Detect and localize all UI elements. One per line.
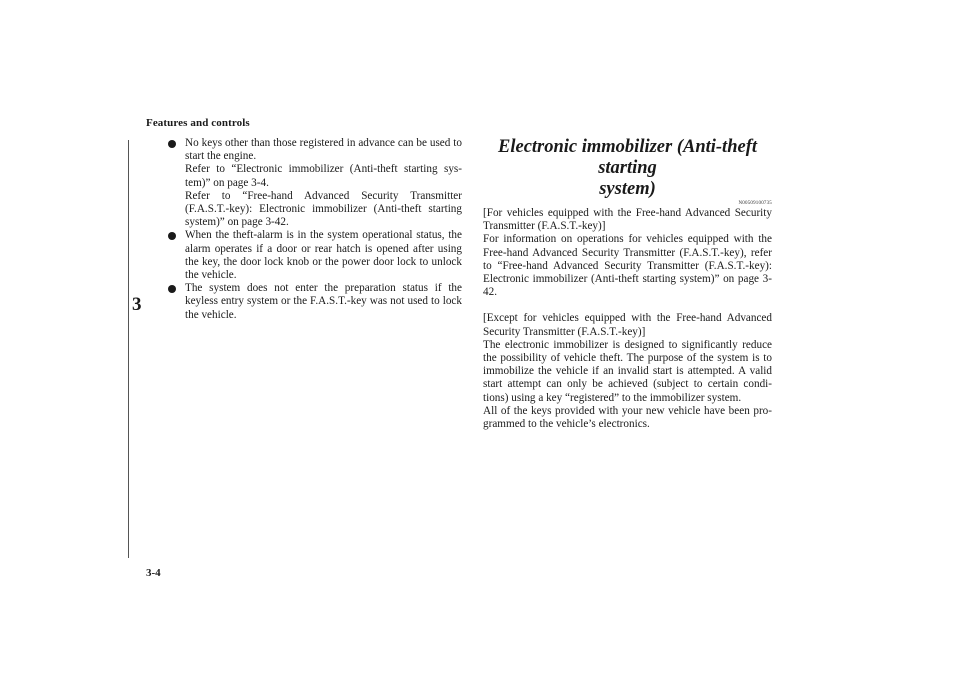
bullet-line: No keys other than those registered in advance can be used to start the engine. [185, 137, 462, 163]
bullet-item-keys [168, 137, 462, 229]
bullet-text [185, 137, 462, 229]
cross-reference: Refer to “Free-hand Advanced Security Transmitter (F.A.S.T.-key): Electronic immobilizer (Anti-theft starting system)” on page 3-42. [185, 189, 462, 229]
bullet-line: When the theft-alarm is in the system operational status, the alarm operates if a door or rear hatch is opened after using the key, the door lock knob or the power door lock to unlock the vehicle. [185, 229, 462, 282]
right-column [483, 137, 772, 431]
left-column [168, 137, 462, 322]
bullet-icon [168, 232, 176, 240]
section-title-line: Electronic immobilizer (Anti-theft starting [498, 137, 757, 178]
section-header: Features and controls [146, 117, 250, 129]
paragraph-spacer [483, 299, 772, 312]
bullet-icon [168, 140, 176, 148]
bullet-text [185, 229, 462, 282]
paragraph-immobilizer-description: The electronic immobilizer is designed to significantly reduce the possibility of vehicle theft. The purpose of the system is to immobilize the vehicle if an invalid start is attempted. A valid start attempt can only be achieved (subject to certain condi-tions) using a key “registered” to the immobilizer system. [483, 338, 772, 404]
cross-reference: Refer to “Electronic immobilizer (Anti-theft starting sys-tem)” on page 3-4. [185, 163, 462, 189]
section-title-line: system) [599, 179, 656, 199]
section-title [483, 137, 772, 200]
chapter-number: 3 [132, 294, 142, 315]
bullet-icon [168, 285, 176, 293]
paragraph-fast-key-reference: For information on operations for vehicles equipped with the Free-hand Advanced Security Transmitter (F.A.S.T.-key), refer to “Free-hand Advanced Security Transmitter (F.A.S.T.-key): Electronic immobilizer (Anti-theft starting system)” on page 3-42. [483, 233, 772, 299]
bullet-item-preparation-status [168, 282, 462, 322]
paragraph-except-heading: [Except for vehicles equipped with the Free-hand Advanced Security Transmitter (F.A.S.T.-key)] [483, 312, 772, 338]
paragraph-keys-programmed: All of the keys provided with your new vehicle have been pro-grammed to the vehicle’s electronics. [483, 404, 772, 431]
paragraph-fast-key-heading: [For vehicles equipped with the Free-hand Advanced Security Transmitter (F.A.S.T.-key)] [483, 207, 772, 233]
bullet-line: The system does not enter the preparation status if the keyless entry system or the F.A.S.T.-key was not used to lock the vehicle. [185, 282, 462, 321]
page-number: 3-4 [146, 567, 161, 579]
section-code: N00509100735 [738, 201, 772, 206]
bullet-text [185, 282, 462, 322]
bullet-item-theft-alarm [168, 229, 462, 282]
chapter-divider-line [128, 140, 129, 558]
